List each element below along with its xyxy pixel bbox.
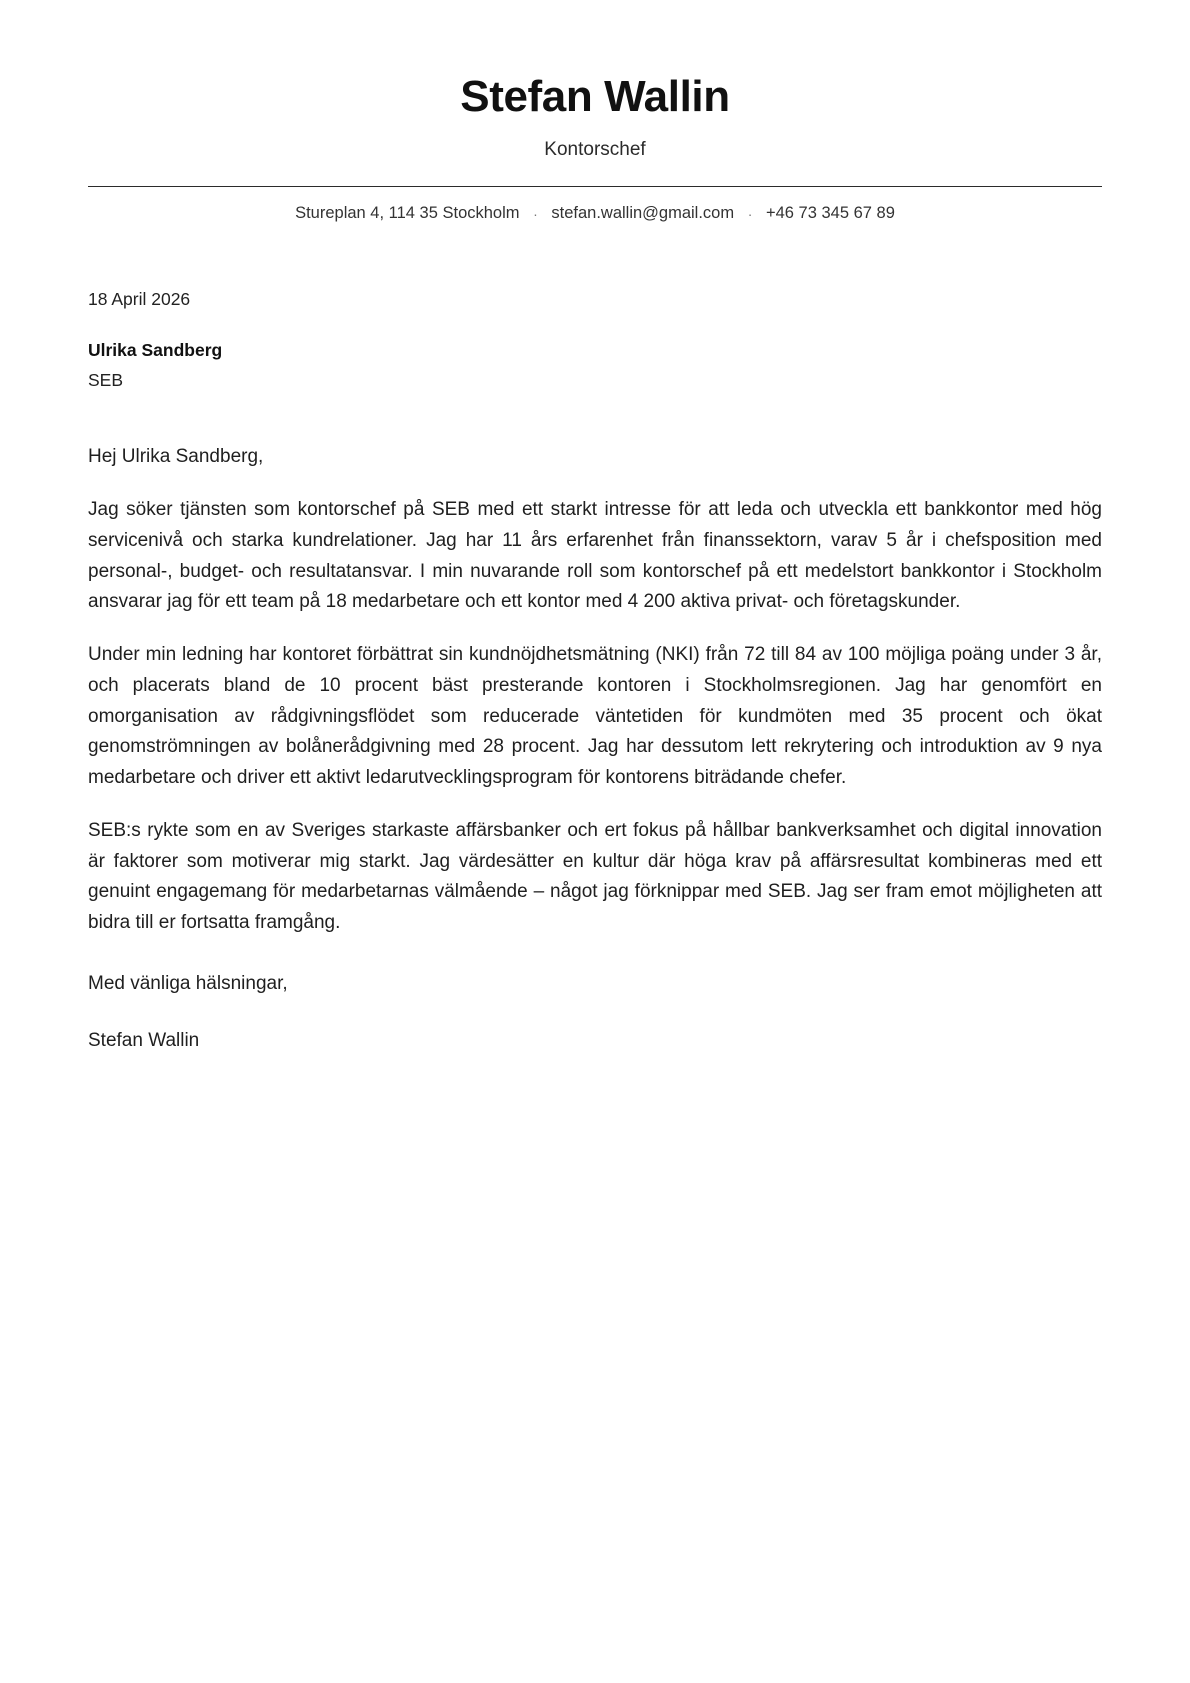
letter-paragraph: Under min ledning har kontoret förbättrat sin kundnöjdhetsmätning (NKI) från 72 till 84 av 100 möjliga poäng under 3 år, och placerats bland de 10 procent bäst presterande kontoren i Stockholmsregionen. Jag har genomfört en omorganisation av rådgivningsflödet som reducerade väntetiden för kundmöten med 35 procent och ökat genomströmningen av bolånerådgivning med 28 procent. Jag har dessutom lett rekrytering och introduktion av 9 nya medarbetare och driver ett aktivt ledarutvecklingsprogram för kontorens biträdande chefer. xyxy=(88,644,1102,789)
candidate-job-title: Kontorschef xyxy=(544,139,646,161)
contact-line xyxy=(88,203,1102,224)
contact-email[interactable]: stefan.wallin@gmail.com xyxy=(551,204,735,223)
recipient-company: SEB xyxy=(88,370,124,391)
recipient-name: Ulrika Sandberg xyxy=(88,339,223,360)
letter-paragraph: SEB:s rykte som en av Sveriges starkaste affärsbanker och ert fokus på hållbar bankverksamhet och digital innovation är faktorer som motiverar mig starkt. Jag värdesätter en kultur där höga krav på affärsresultat kombineras med ett genuint engagemang för medarbetarnas välmående – något jag förknippar med SEB. Jag ser fram emot möjligheten att bidra till er fortsatta framgång. xyxy=(88,819,1102,934)
letter-paragraph: Jag söker tjänsten som kontorschef på SEB med ett starkt intresse för att leda och utveckla ett bankkontor med hög servicenivå och starka kundrelationer. Jag har 11 års erfarenhet från finanssektorn, varav 5 år i chefsposition med personal-, budget- och resultatansvar. I min nuvarande roll som kontorschef på ett medelstort bankkontor i Stockholm ansvarar jag för ett team på 18 medarbetare och ett kontor med 4 200 aktiva privat- och företagskunder. xyxy=(88,499,1102,613)
letter-salutation: Hej Ulrika Sandberg, xyxy=(88,445,264,467)
letter-sheet xyxy=(88,0,1102,1056)
header-divider xyxy=(88,186,1102,187)
candidate-name: Stefan Wallin xyxy=(460,72,730,121)
contact-address: Stureplan 4, 114 35 Stockholm xyxy=(295,204,520,223)
letter-closing: Med vänliga hälsningar, xyxy=(88,973,288,995)
contact-separator-icon: · xyxy=(533,205,538,222)
letter-meta-block xyxy=(88,287,1102,394)
letter-signature: Stefan Wallin xyxy=(88,1030,200,1052)
contact-phone[interactable]: +46 73 345 67 89 xyxy=(765,204,895,223)
contact-separator-icon: · xyxy=(747,205,753,222)
letter-date: 18 April 2026 xyxy=(88,288,191,309)
letter-body xyxy=(88,442,1102,1056)
letter-header xyxy=(88,0,1102,225)
